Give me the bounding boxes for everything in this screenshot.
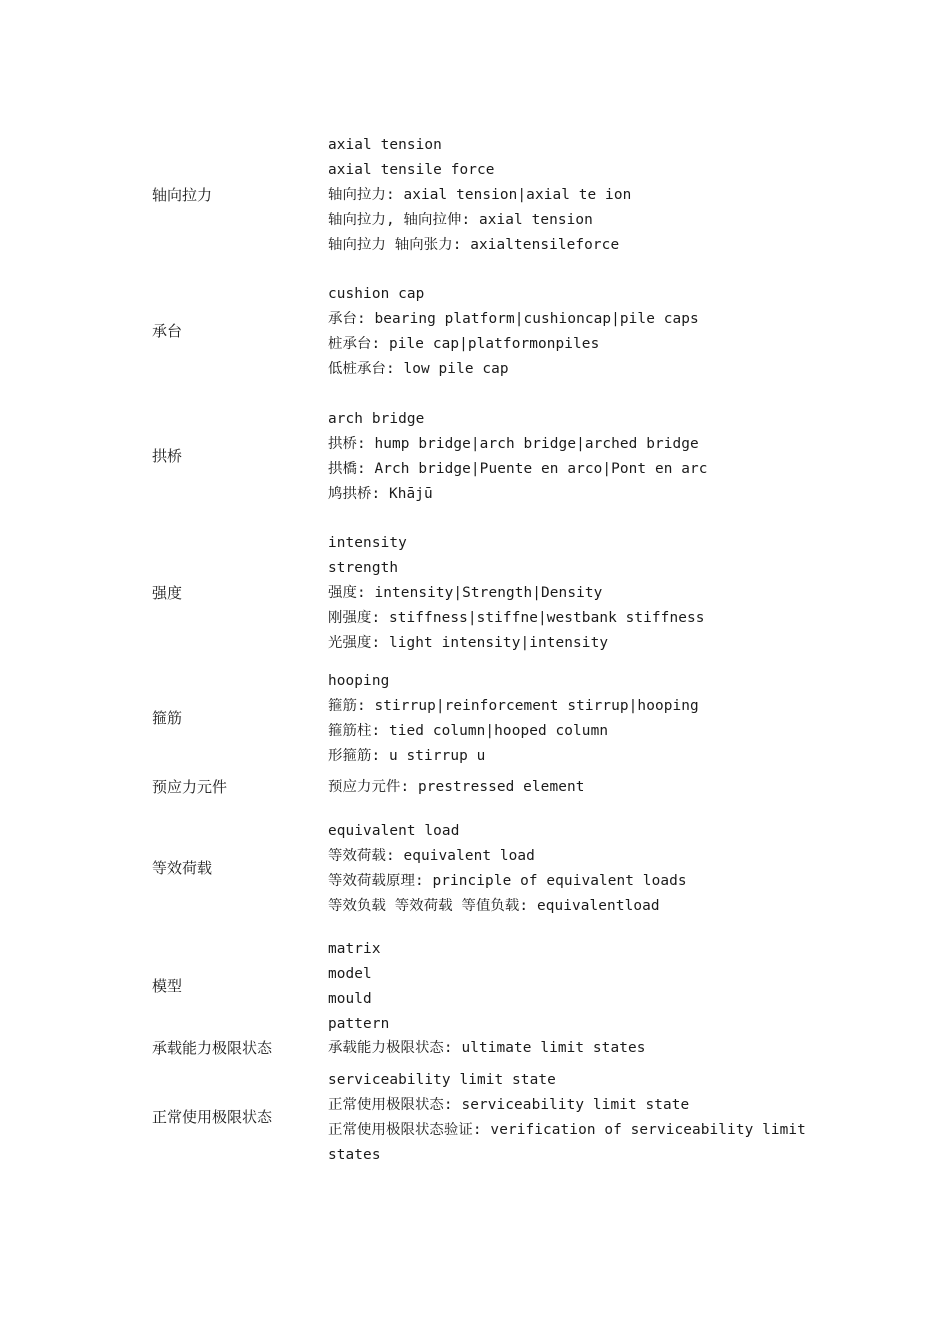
entry-term: 承台 [152, 322, 183, 340]
definition-line: 拱橋: Arch bridge|Puente en arco|Pont en arc [328, 461, 708, 477]
definition-line: matrix [328, 941, 381, 957]
entry-definitions [328, 669, 828, 769]
definition-line: 轴向拉力 轴向张力: axialtensileforce [328, 237, 620, 253]
entry-term: 强度 [152, 584, 183, 602]
definition-line: 桩承台: pile cap|platformonpiles [328, 336, 600, 352]
entry-definitions [328, 407, 828, 507]
definition-line: strength [328, 560, 399, 576]
entry-definitions [328, 531, 828, 656]
definition-line: 拱桥: hump bridge|arch bridge|arched bridge [328, 436, 699, 452]
definition-line: 刚强度: stiffness|stiffne|westbank stiffness [328, 610, 705, 626]
definition-line: 箍筋柱: tied column|hooped column [328, 723, 609, 739]
definition-line: serviceability limit state [328, 1072, 556, 1088]
definition-line: pattern [328, 1016, 390, 1032]
entry-definitions [328, 133, 828, 258]
definition-line: axial tensile force [328, 162, 495, 178]
entry-definitions [328, 1068, 828, 1168]
definition-line: equivalent load [328, 823, 460, 839]
entry-definitions [328, 819, 828, 919]
definition-line: 等效负载 等效荷载 等值负载: equivalentload [328, 898, 660, 914]
definition-line: 箍筋: stirrup|reinforcement stirrup|hooping [328, 698, 699, 714]
definition-line: arch bridge [328, 411, 425, 427]
definition-line: 等效荷载: equivalent load [328, 848, 535, 864]
entry-term: 预应力元件 [152, 778, 228, 796]
definition-line: model [328, 966, 372, 982]
definition-line: 低桩承台: low pile cap [328, 361, 509, 377]
entry-definitions [328, 775, 828, 800]
definition-line: 强度: intensity|Strength|Density [328, 585, 603, 601]
definition-line: cushion cap [328, 286, 425, 302]
definition-line: 正常使用极限状态: serviceability limit state [328, 1097, 690, 1113]
definition-line: intensity [328, 535, 407, 551]
entry-term: 箍筋 [152, 709, 183, 727]
definition-line: 光强度: light intensity|intensity [328, 635, 609, 651]
definition-line: 承载能力极限状态: ultimate limit states [328, 1040, 646, 1056]
definition-line: axial tension [328, 137, 442, 153]
definition-line: 正常使用极限状态验证: verification of serviceability limit states [328, 1122, 806, 1163]
entry-definitions [328, 282, 828, 382]
definition-line: 等效荷载原理: principle of equivalent loads [328, 873, 687, 889]
entry-term: 模型 [152, 977, 183, 995]
definition-line: 鸠拱桥: Khājū [328, 486, 433, 502]
entry-term: 拱桥 [152, 447, 183, 465]
definition-line: mould [328, 991, 372, 1007]
entry-definitions [328, 937, 828, 1037]
definition-line: hooping [328, 673, 390, 689]
entry-term: 轴向拉力 [152, 186, 213, 204]
entry-term: 承载能力极限状态 [152, 1039, 273, 1057]
definition-line: 预应力元件: prestressed element [328, 779, 585, 795]
entry-definitions [328, 1036, 828, 1061]
entry-term: 等效荷载 [152, 859, 213, 877]
definition-line: 轴向拉力: axial tension|axial te ion [328, 187, 632, 203]
entry-term: 正常使用极限状态 [152, 1108, 273, 1126]
definition-line: 轴向拉力, 轴向拉伸: axial tension [328, 212, 593, 228]
definition-line: 承台: bearing platform|cushioncap|pile caps [328, 311, 699, 327]
definition-line: 形箍筋: u stirrup u [328, 748, 486, 764]
